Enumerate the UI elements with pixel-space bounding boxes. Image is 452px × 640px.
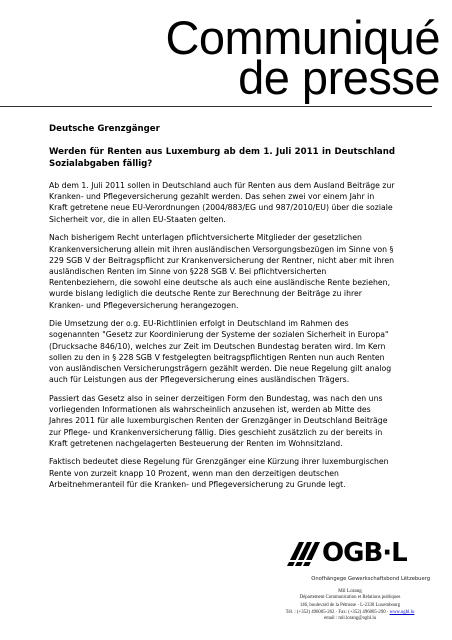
title-line-1: Communiqué <box>165 11 440 64</box>
ogbl-logo <box>285 536 430 570</box>
logo-tagline: Onofhängege Gewerkschaftsbond Lëtzebuerg <box>311 576 430 582</box>
contact-email[interactable]: email : mil.lorang@ogbl.lu <box>323 616 377 622</box>
contact-address: 146, boulevard de la Pétrusse · L-2330 Luxembourg <box>299 603 401 609</box>
contact-name: Mil Lorang <box>338 588 362 594</box>
article-subtitle: Deutsche Grenzgänger <box>49 124 160 134</box>
paragraph: Die Umsetzung der o.g. EU-Richtlinien erfolgt in Deutschland im Rahmen des sogenannten "Gesetz zur Koordinierung der Systeme der sozialen Sicherheit in Europa" (Drucksache 846/10), welches zur Zeit im Deutschen Bundestag beraten wird. Im Kern sollen zu den in § 228 SGB V festgelegten beitragspflichtigen Renten nun auch Renten von ausländischen Versicherungsträgern gezählt werden. Die neue Regelung gilt analog auch für Leistungen aus der Pflegeversicherung eines ausländischen Trägers. <box>49 319 392 385</box>
article-body <box>49 124 395 498</box>
contact-phone-fax: Tél. : (+352) 496005-262 · Fax: (+352) 496005-290 · <box>285 609 389 615</box>
ogbl-emblem-icon <box>285 538 321 568</box>
header-divider <box>0 106 432 107</box>
logo-text: OGB·L <box>322 538 407 568</box>
contact-phone-line <box>270 610 430 617</box>
paragraph: Faktisch bedeutet diese Regelung für Grenzgänger eine Kürzung ihrer luxemburgischen Rente von zurzeit knapp 10 Prozent, wenn man den derzeitigen deutschen Arbeitnehmeranteil für die Kranken- und Pflegeversicherung zu Grunde legt. <box>49 457 389 489</box>
contact-department: Département Communication et Relations publiques <box>299 594 401 600</box>
paragraph: Passiert das Gesetz also in seiner derzeitigen Form den Bundestag, was nach den uns vorliegenden Informationen als wahrscheinlich anzusehen ist, werden ab Mitte des Jahres 2011 für alle luxemburgischen Renten der Grenzgänger in Deutschland Beiträge zur Pflege- und Krankenversicherung fällig. Dies geschieht zusätzlich zu der bereits in Kraft getretenen nachgelagerten Besteuerung der Renten im Wohnsitzland. <box>49 393 388 448</box>
paragraph: Ab dem 1. Juli 2011 sollen in Deutschland auch für Renten aus dem Ausland Beiträge zur Kranken- und Pflegeversicherung gezahlt werden. Das sehen zwei vor einem Jahr in Kraft getretene neue EU-Verordnungen (2004/883/EG und 987/2010/EU) über die soziale Sicherheit vor, die in allen EU-Staaten gelten. <box>49 181 395 224</box>
press-release-title <box>0 11 440 104</box>
paragraph: Nach bisherigem Recht unterlagen pflichtversicherte Mitglieder der gesetzlichen Krankenversicherung allein mit ihren ausländischen Versorgungsbezügen im Sinne von § 229 SGB V der Beitragspflicht zur Krankenversicherung der Rentner, nicht aber mit ihren ausländischen Renten im Sinne von §228 SGB V. Bei pflichtversicherten Rentenbeziehern, die sowohl eine deutsche als auch eine ausländische Rente beziehen, wurde bislang lediglich die deutsche Rente zur Berechnung der Beiträge zu ihrer Kranken- und Pflegeversicherung herangezogen. <box>49 233 395 310</box>
website-link[interactable]: www.ogbl.lu <box>389 609 415 615</box>
contact-block <box>270 588 430 623</box>
title-line-2: de presse <box>238 51 440 104</box>
article-heading: Werden für Renten aus Luxemburg ab dem 1. Juli 2011 in Deutschland Sozialabgaben fällig? <box>49 147 395 169</box>
